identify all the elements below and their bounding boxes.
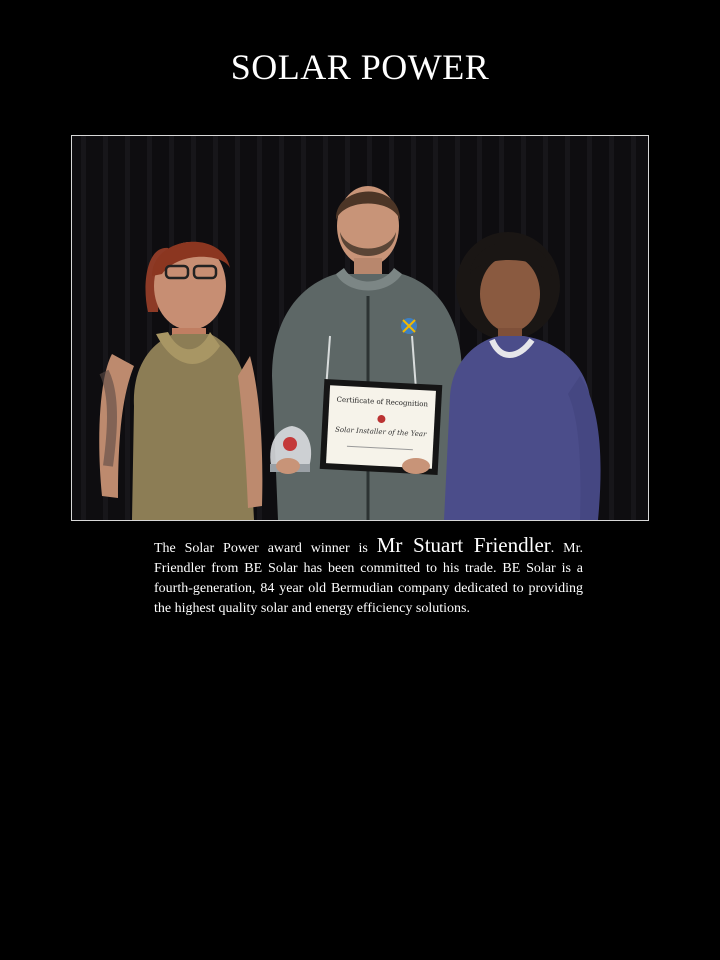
certificate-heading: Certificate of Recognition xyxy=(336,395,429,409)
caption-paragraph xyxy=(154,535,583,619)
caption-body: Mr. Friendler from BE Solar has been committed to his trade. BE Solar is a fourth-generation, 84 year old Bermudian company dedicated to providing the highest quality solar and energy efficiency solutions. xyxy=(154,541,583,616)
winner-name: Mr Stuart Friendler xyxy=(376,533,551,557)
caption-intro: The Solar Power award winner is xyxy=(154,541,377,556)
caption-period: . xyxy=(550,541,555,556)
hand xyxy=(276,458,300,474)
certificate-line: Solar Installer of the Year xyxy=(334,425,427,439)
award-photo xyxy=(71,135,649,521)
award-photo-illustration xyxy=(72,136,648,520)
hand xyxy=(402,458,430,474)
page-title: SOLAR POWER xyxy=(230,47,490,87)
